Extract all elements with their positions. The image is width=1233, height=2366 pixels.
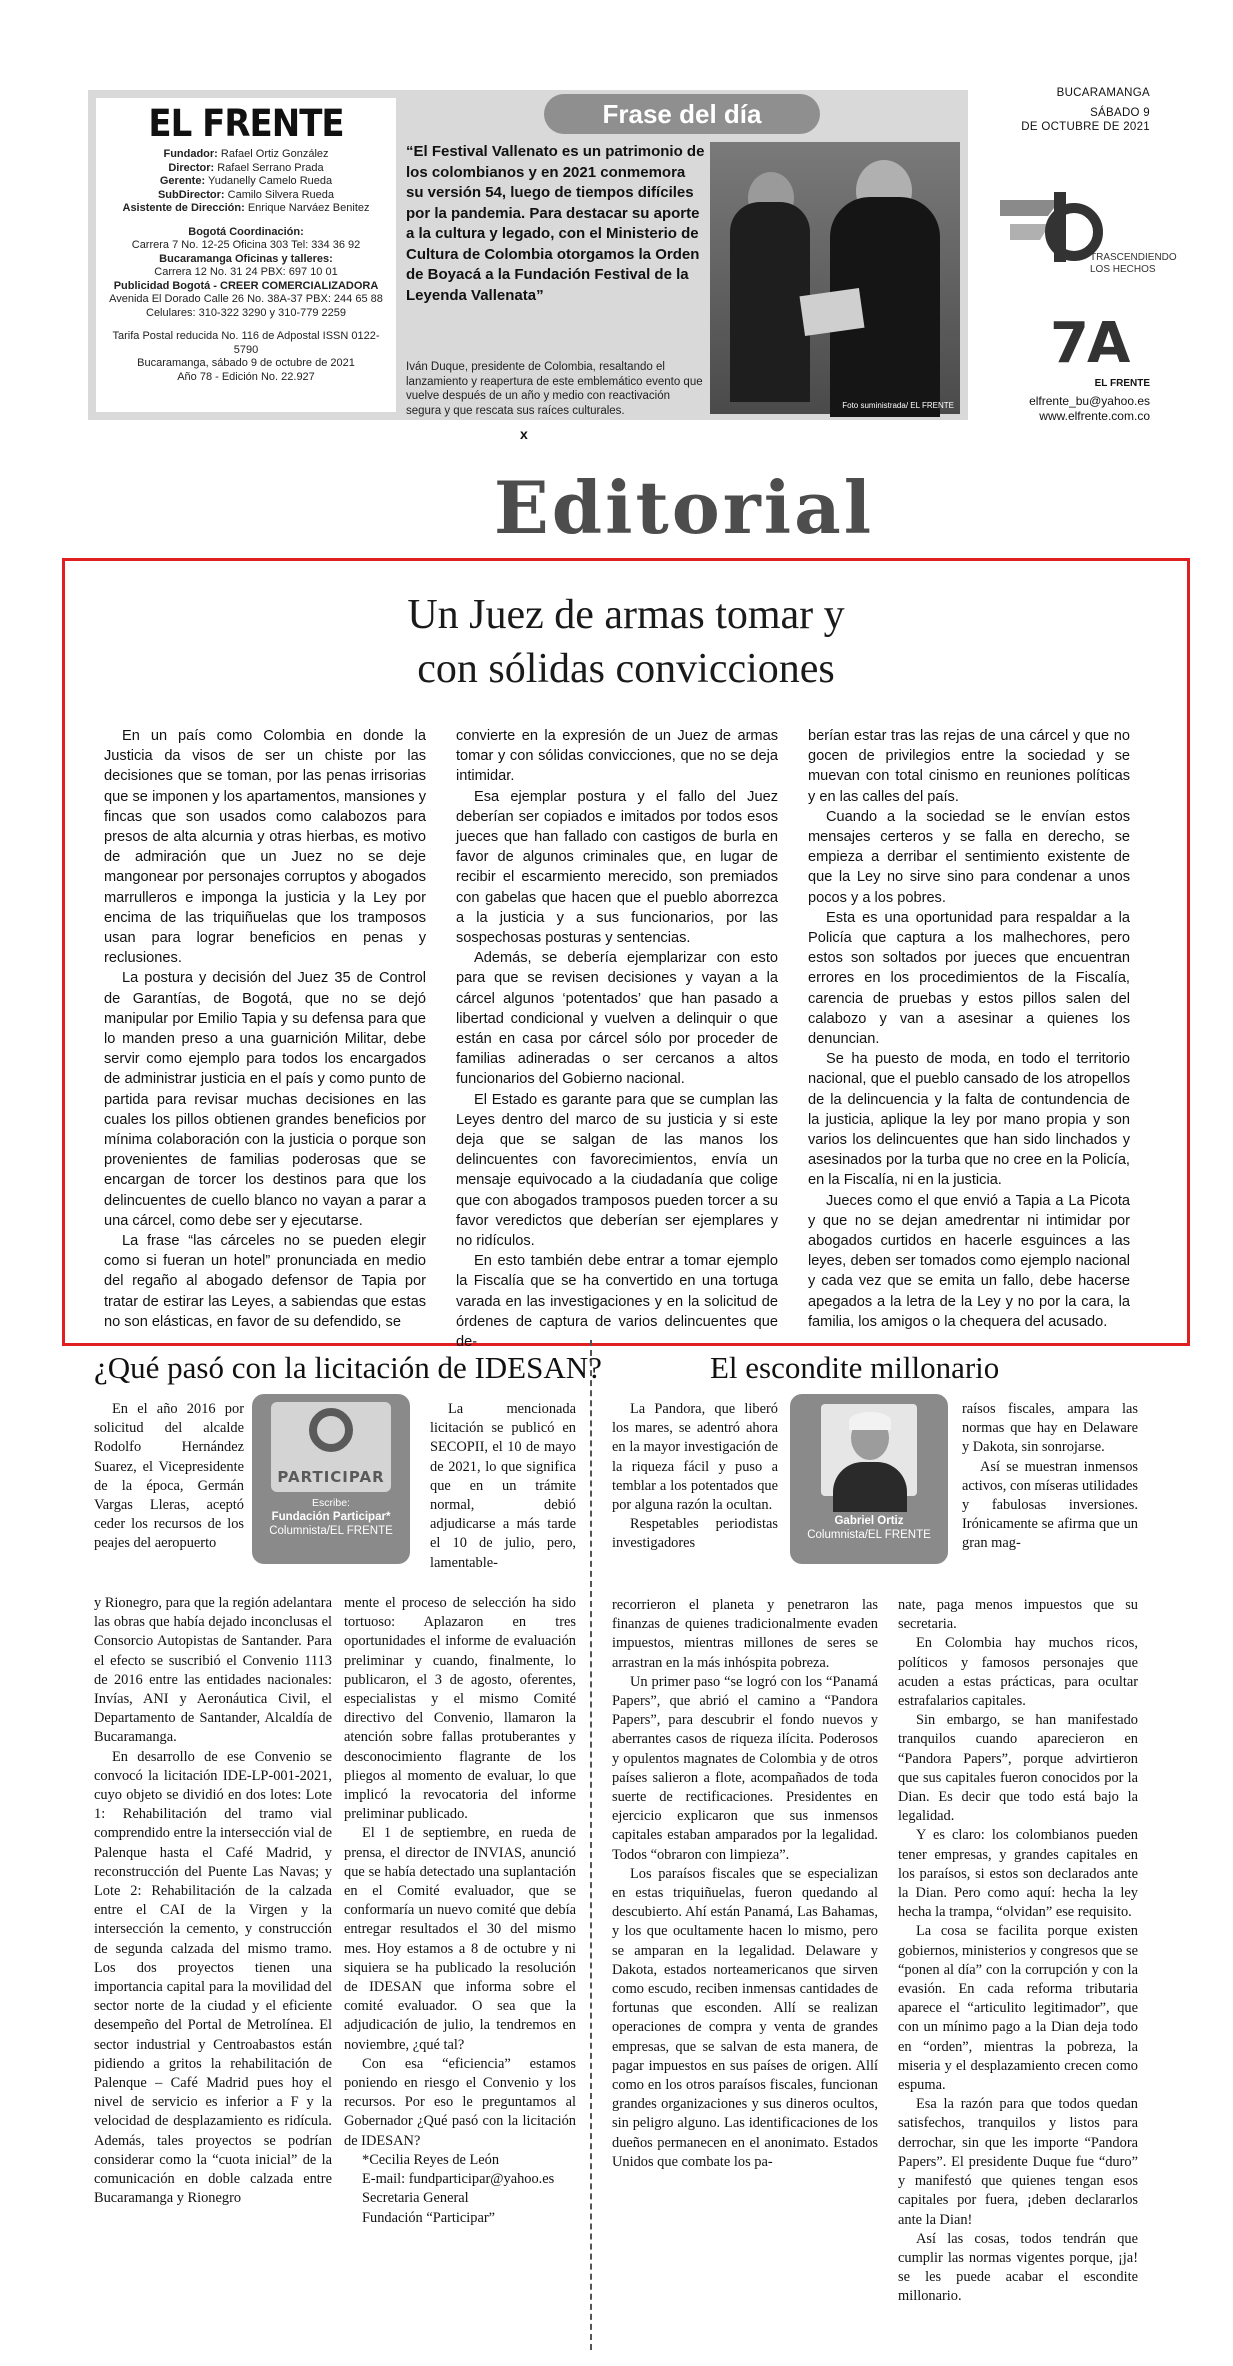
separator-mark: x (520, 426, 528, 442)
paragraph: recorrieron el planeta y penetraron las finanzas de quienes tradicionalmente evaden impuestos, mientras millones de seres se arrastran en la más inhóspita pobreza. (612, 1597, 878, 1671)
quote-caption: Iván Duque, presidente de Colombia, resaltando el lanzamiento y reapertura de este emblemático evento que vuelve después de un año y medio con reactivación segura y que rescata sus raíces culturales. (406, 361, 703, 417)
paragraph: La postura y decisión del Juez 35 de Control de Garantías, de Bogotá, que no se dejó manipular por Emilio Tapia y su defensa para que lo manden preso a una guarnición Militar, debe servir como ejemplo para todos los encargados de administrar justicia en el país y como punto de partida para revisar muchas decisiones en las cuales los pillos obtienen grandes beneficios por mínima colaboración con la justicia o porque son provenientes de familias poderosas que se encargan de torcer los destinos para que los delincuentes de cuello blanco no vayan a parar a una cárcel, como debe ser y ejecutarse. (104, 970, 426, 1229)
signature-email: E-mail: fundparticipar@yahoo.es (362, 2171, 555, 2188)
paragraph: El 1 de septiembre, en rueda de prensa, el director de INVIAS, anunció que se había detectado una suplantación en el Comité evaluador, que se conformaría un nuevo comité que debía entregar resultados el 30 del mismo mes. Hoy estamos a 8 de octubre y ni siquiera se ha publicado la resolución de IDESAN que informa sobre el comité evaluador. O sea que la adjudicación de julio, la tendremos en noviembre, ¿qué tal? (344, 1825, 576, 2053)
paragraph: Con esa “eficiencia” estamos poniendo en riesgo el Convenio y los recursos. Por eso le preguntamos al Gobernador ¿Qué pasó con la licitación de IDESAN? (344, 2055, 576, 2149)
contact-website: www.elfrente.com.co (1039, 409, 1150, 423)
quote-of-day-label: Frase del día (544, 94, 820, 134)
paragraph: Los paraísos fiscales que se especializan en estas triquiñuelas, fueron quedando al descubierto. Ahí están Panamá, Las Bahamas, y los que ocultamente hacen lo mismo, pero se amparan en la legalidad. Delaware y Dakota, estados norteamericanos que sirven como escudo, reciben inmensas cantidades de fortunas que esconden. Allí se realizan operaciones de compra y venta de grandes empresas, que se salvan de esta manera, de pagar impuestos en sus países de origen. Allí como en los otros paraísos fiscales, funcionan grandes organizaciones y sus dineros ocultos, sin peligro alguno. Las identificaciones de los dueños permanecen en el anonimato. Estados Unidos que combate los pa- (612, 1865, 878, 2170)
contact-email: elfrente_bu@yahoo.es (1029, 394, 1150, 408)
paragraph: y Rionegro, para que la región adelantara las obras que había dejado inconclusas el Consorcio Autopistas de Santander. Para el efecto se suscribió el Convenio 1113 de 2016 entre las entidades nacionales: Invías, ANI y Aeronáutica Civil, el Departamento de Santander, Alcaldía de Bucaramanga. (94, 1595, 332, 1746)
paragraph: Además, se debería ejemplarizar con esto para que se revisen decisiones y vayan a la cárcel algunos ‘potentados’ que han pasado a libertad condicional y vuelven a delinquir o que están en casa por cárcel sólo por proceder de familias adineradas o ser cercanos a altos funcionarios del Gobierno nacional. (456, 950, 778, 1088)
paragraph: En esto también debe entrar a tomar ejemplo la Fiscalía que se ha convertido en una tortuga varada en las investigaciones y en la solicitud de órdenes de captura de varios delincuentes que de- (456, 1253, 778, 1351)
paragraph: Jueces como el que envió a Tapia a La Picota y que no se dejan amedrentar ni intimidar por abogados curtidos en hacerle esguinces a las leyes, deben ser tomados como ejemplo nacional y cada vez que se emita un fallo, debe hacerse apegados a la letra de la Ley y no por la cara, la familia, los amigos o la chequera del acusado. (808, 1192, 1130, 1330)
paragraph: La Pandora, que liberó los mares, se adentró ahora en la mayor investigación de la riqueza fácil y puso a temblar a los potentados que por alguna razón la ocultan. (612, 1401, 778, 1514)
article-right-col-a (612, 1596, 878, 2172)
edition-number: Año 78 - Edición No. 22.927 (177, 370, 315, 383)
signature-name: *Cecilia Reyes de León (362, 2151, 500, 2168)
paragraph: Esa la razón para que todos quedan satisfechos, tranquilos y listos para derrochar, sin que les importe “Pandora Papers”. El presidente Duque fue “duro” y manifestó que quienes tengan esos capitales por fuera, ¡deben declararlos ante la Dian! (898, 2096, 1138, 2228)
paragraph: Y es claro: los colombianos pueden tener empresas, y grandes capitales en los paraísos, si estos son declarados ante la Dian. Pero como aquí: hecha la ley hecha la trampa, “olvidan” ese requisito. (898, 1827, 1138, 1921)
credit-line: Fundador: Rafael Ortiz González (163, 148, 329, 160)
paragraph: nate, paga menos impuestos que su secretaria. (898, 1597, 1138, 1633)
paragraph: Esa ejemplar postura y el fallo del Juez deberían ser copiados e imitados por todos esos jueces que han fallado con castigos de burla en favor de algunos criminales que, en lugar de recibir el escarmiento merecido, son premiados con gabelas que hacen que el pueblo aborrezca a la justicia y a sus funcionarios, por las sospechosas posturas y sentencias. (456, 788, 778, 947)
signature-org: Fundación “Participar” (362, 2209, 496, 2226)
article-right-title: El escondite millonario (710, 1350, 1000, 1385)
issue-day: SÁBADO 9 (1090, 107, 1150, 119)
paragraph: Cuando a la sociedad se le envían estos mensajes certeros y se falla en derecho, se empieza a derribar el sentimiento existente de que la Ley no sirve sino para condenar a unos pocos y a los pobres. (808, 808, 1130, 906)
author-role: Columnista/EL FRENTE (269, 1525, 393, 1537)
contact-block (990, 394, 1150, 424)
paragraph: La frase “las cárceles no se pueden elegir como si fueran un hotel” pronunciada en medio del regaño al abogado defensor de Tapia por tratar de estirar las Leyes, a sabiendas que estas no son elásticas, en favor de su defendido, se (104, 1233, 426, 1330)
bucaramanga-address: Carrera 12 No. 31 24 PBX: 697 10 01 (154, 266, 338, 278)
author-portrait-icon (821, 1404, 917, 1496)
author-box-gabriel-ortiz (790, 1394, 948, 1564)
paragraph: El Estado es garante para que se cumplan las Leyes dentro del marco de su justicia y si este deja que se salgan de las manos los delincuentes con favorecimientos, envía un mensaje equivocado a la ciudadanía que colige que con abogados tramposos pueden torcer a su favor veredictos que deberían ser ejemplares y no ridículos. (456, 1091, 778, 1250)
paragraph: La cosa se facilita porque existen gobiernos, ministerios y congresos que se “ponen al día” con la corrupción y con la evasión. En cada reforma tributaria aparece el “articulito legitimador”, que con un mínimo pago a la Dian deja todo en “orden”, mientras la pobreza, la miseria y el desplazamiento crecen como espuma. (898, 1923, 1138, 2094)
paragraph: Así se muestran inmensos activos, con míseras utilidades y fabulosas inversiones. Irónicamente se afirma que un gran mag- (962, 1458, 1138, 1552)
page-brand: EL FRENTE (1094, 378, 1150, 389)
city-name: BUCARAMANGA (1056, 87, 1150, 99)
credit-line: SubDirector: Camilo Silvera Rueda (157, 188, 335, 201)
paragraph: Respetables periodistas investigadores (612, 1516, 778, 1552)
quote-text: “El Festival Vallenato es un patrimonio de los colombianos y en 2021 conmemora su versión 54, luego de tiempos difíciles por la pandemia. Para destacar su aporte a la cultura y legado, con el Ministerio de Cultura de Colombia otorgamos la Orden de Boyacá a la Fundación Festival de la Leyenda Vallenata” (406, 143, 705, 304)
author-tag: Escribe: (312, 1497, 350, 1509)
article-left-col-a-top (94, 1400, 244, 1554)
editorial-title: Un Juez de armas tomar y con sólidas convicciones (407, 592, 845, 692)
emblem-text-1: TRASCENDIENDO (1090, 252, 1177, 263)
editorial-column-2 (456, 726, 778, 1352)
article-left-col-b (344, 1594, 576, 2228)
credit-line: Asistente de Dirección: Enrique Narváez Benitez (122, 202, 370, 214)
paragraph: Se ha puesto de moda, en todo el territorio nacional, que el pueblo cansado de los atropellos de la delincuencia y la falta de contundencia de la justicia, aplique la ley por mano propia y son varios los delincuentes que han sido linchados y asesinados por la turba que no cree en la Policía, en la Fiscalía, ni en la justicia. (808, 1051, 1130, 1189)
editorial-column-3 (808, 726, 1130, 1332)
author-box-participar (252, 1394, 410, 1564)
article-right-col-b (898, 1596, 1138, 2307)
participar-logo-icon: PARTICIPAR (271, 1402, 391, 1492)
article-left-title: ¿Qué pasó con la licitación de IDESAN? (94, 1350, 602, 1385)
paragraph: En desarrollo de ese Convenio se convocó la licitación IDE-LP-001-2021, cuyo objeto se dividió en dos lotes: Lote 1: Rehabilitación del tramo vial comprendido entre la intersección vial de Palenque hasta el Café Madrid, y reconstrucción del Puente Las Navas; y Lote 2: Rehabilitación de la calzada entre el CAI de la Virgen y la intersección la cemento, y construcción de segunda calzada del mismo tramo. Los dos proyectos tienen una importancia capital para la movilidad del sector norte de la ciudad y el eficiente desempeño del Portal de Metrolínea. El sector industrial y Centroabastos están pidiendo a gritos la rehabilitación de Palenque – Café Madrid pues hoy el nivel de servicio es inferior a F y la velocidad de desplazamiento es ridícula. Además, tales proyectos se podrían considerar como la “cuota inicial” de la comunicación en doble calzada entre Bucaramanga y Rionegro (94, 1748, 332, 2207)
paragraph: Así las cosas, todos tendrán que cumplir las normas vigentes porque, ¡ja! se les puede acabar el escondite millonario. (898, 2230, 1138, 2305)
paragraph: convierte en la expresión de un Juez de armas tomar y con sólidas convicciones, que no se deja intimidar. (456, 728, 778, 785)
page-number: 7A (1050, 311, 1129, 376)
article-right-col-a-top (612, 1400, 778, 1554)
masthead (88, 90, 968, 420)
postal-rate: Tarifa Postal reducida No. 116 de Adpostal ISSN 0122-5790 (112, 330, 380, 356)
editorial-column-1 (104, 726, 426, 1332)
date-block (990, 86, 1150, 134)
publicidad-title: Publicidad Bogotá - CREER COMERCIALIZADORA (113, 279, 379, 292)
bogota-title: Bogotá Coordinación: (188, 225, 304, 238)
publicidad-address: Avenida El Dorado Calle 26 No. 38A-37 PBX: 244 65 88 (109, 293, 383, 305)
author-name: Gabriel Ortiz (834, 1515, 904, 1527)
emblem-text-2: LOS HECHOS (1090, 264, 1156, 275)
article-left-col-a (94, 1594, 332, 2209)
section-title: Editorial (493, 465, 875, 550)
paragraph: Sin embargo, se han manifestado tranquilos cuando aparecieron en “Pandora Papers”, porque advirtieron que sus capitales fueron conocidos por la Dian. Es decir que todo está bajo la legalidad. (898, 1712, 1138, 1825)
phone-numbers: Celulares: 310-322 3290 y 310-779 2259 (146, 306, 346, 319)
paragraph: mente el proceso de selección ha sido tortuoso: Aplazaron en tres oportunidades el informe de evaluación preliminar y cuando, finalmente, lo publicaron, el 3 de agosto, oferentes, especialistas y el mismo Comité directivo del Convenio, llamaron la atención sobre fallas protuberantes y desconocimiento flagrante de los pliegos al momento de evaluar, lo que implicó la revocatoria del informe preliminar publicado. (344, 1595, 576, 1823)
paragraph: La mencionada licitación se publicó en SECOPII, el 10 de mayo de 2021, lo que significa que en un trámite normal, debió adjudicarse a más tarde el 10 de julio, pero, lamentable- (430, 1401, 576, 1571)
bogota-address: Carrera 7 No. 12-25 Oficina 303 Tel: 334 36 92 (131, 239, 361, 251)
article-right-col-b-top (962, 1400, 1138, 1554)
paragraph: Un primer paso “se logró con los “Panamá Papers”, que abrió el camino a “Pandora Papers”, para descubrir el fondo nuevos y aberrantes casos de riqueza ilícita. Poderosos y opulentos magnates de Colombia y de otros países salieron a flote, acompañados de toda suerte de rectificaciones. Presidentes en ejercicio explicaron que sus inmensos capitales estaban amparados por la legalidad. Todos “obraron con limpieza”. (612, 1673, 878, 1863)
paragraph: raísos fiscales, ampara las normas que hay en Delaware y Dakota, sin sonrojarse. (962, 1401, 1138, 1456)
column-divider (590, 1340, 592, 2350)
newspaper-logo: EL FRENTE (148, 102, 344, 146)
author-name: Fundación Participar* (271, 1511, 391, 1523)
paragraph: berían estar tras las rejas de una cárcel y que no gocen de privilegios entre la sociedad y se muevan con total cinismo en reuniones políticas y en las calles del país. (808, 728, 1130, 805)
bucaramanga-title: Bucaramanga Oficinas y talleres: (159, 252, 333, 265)
paragraph: En Colombia hay muchos ricos, políticos y famosos personajes que acuden a estas prácticas, para ocultar estrafalarios capitales. (898, 1635, 1138, 1710)
dateline: Bucaramanga, sábado 9 de octubre de 2021 (137, 357, 355, 369)
quote-photo (710, 142, 960, 414)
photo-credit: Foto suministrada/ EL FRENTE (842, 401, 954, 410)
signature-role: Secretaria General (362, 2190, 469, 2207)
issue-date: DE OCTUBRE DE 2021 (1021, 121, 1150, 133)
paragraph: En el año 2016 por solicitud del alcalde Rodolfo Hernández Suarez, el Vicepresidente de la época, Germán Vargas Lleras, aceptó ceder los recursos de los peajes del aeropuerto (94, 1401, 244, 1552)
paragraph: En un país como Colombia en donde la Justicia da visos de ser un chiste por las decisiones que se toman, por las penas irrisorias que se imponen y los apartamentos, mansiones y fincas que son usados como calabozos para presos de alta alcurnia y otras hierbas, es motivo de admiración que un Juez no se deje mangonear por personajes corruptos y abogados marrulleros e imponga la justicia y la Ley por encima de las triquiñuelas que los tramposos usan para lograr beneficios en penas y reclusiones. (104, 728, 426, 967)
credit-line: Director: Rafael Serrano Prada (168, 161, 324, 174)
paragraph: Esta es una oportunidad para respaldar a la Policía que captura a los malhechores, pero estos son soltados por jueces que encuentran errores en los procedimientos de la Fiscalía, carencia de pruebas y estos pillos salen del calabozo y van a asesinar a quienes los denuncian. (808, 909, 1130, 1048)
author-role: Columnista/EL FRENTE (807, 1529, 931, 1541)
credit-line: Gerente: Yudanelly Camelo Rueda (159, 175, 333, 187)
article-left-col-b-top (430, 1400, 576, 1573)
publisher-box (96, 98, 396, 412)
trascendiendo-emblem-icon (990, 186, 1177, 286)
